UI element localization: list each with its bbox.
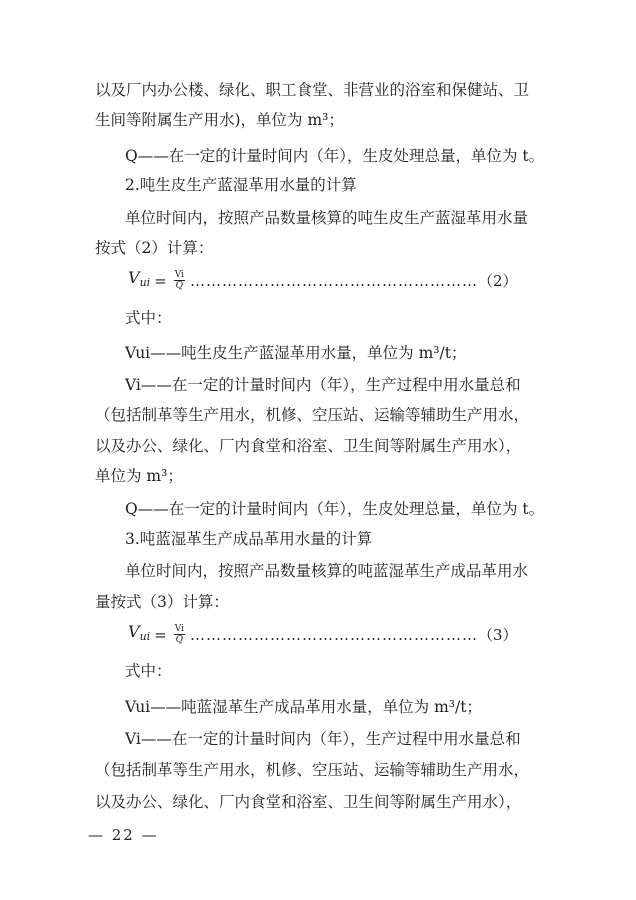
text-line-9: Vi——在一定的计量时间内（年），生产过程中用水量总和 [125, 376, 521, 394]
text-line-17: 式中： [125, 662, 172, 680]
text-line-12: 单位为 m³； [95, 467, 183, 485]
eq3-tag: （3） [477, 625, 518, 644]
page-number: — 22 — [88, 826, 159, 844]
text-line-21: 以及办公、绿化、厂内食堂和浴室、卫生间等附属生产用水）， [95, 793, 522, 811]
eq3-dots: ……………………………………………… [189, 625, 478, 644]
text-line-15: 单位时间内，按照产品数量核算的吨蓝湿革生产成品革用水 [125, 562, 529, 580]
text-line-18: Vui——吨蓝湿革生产成品革用水量，单位为 m³/t； [125, 698, 482, 716]
text-line-1: 以及厂内办公楼、绿化、职工食堂、非营业的浴室和保健站、卫 [95, 81, 530, 99]
text-line-6: 按式（2）计算： [95, 239, 214, 257]
text-line-16: 量按式（3）计算： [95, 593, 229, 611]
text-line-7: 式中： [125, 309, 172, 327]
eq2-equals: = [154, 271, 167, 290]
section-heading-2: 2.吨生皮生产蓝湿革用水量的计算 [125, 176, 357, 194]
text-line-13: Q——在一定的计量时间内（年），生皮处理总量，单位为 t。 [125, 500, 545, 518]
text-line-8: Vui——吨生皮生产蓝湿革用水量，单位为 m³/t； [125, 344, 467, 362]
eq3-equals: = [154, 625, 167, 644]
section-heading-3: 3.吨蓝湿革生产成品革用水量的计算 [125, 530, 373, 548]
text-line-19: Vi——在一定的计量时间内（年），生产过程中用水量总和 [125, 730, 521, 748]
eq2-lhs: $V_{ui}$ [128, 268, 151, 289]
text-line-3: Q——在一定的计量时间内（年），生皮处理总量，单位为 t。 [125, 147, 545, 165]
text-line-2: 生间等附属生产用水)，单位为 m³； [95, 111, 344, 129]
eq2-fraction: $\frac{Vi}{Q}$ [174, 270, 184, 291]
equation-2 [128, 268, 528, 293]
text-line-10: （包括制革等生产用水，机修、空压站、运输等辅助生产用水， [95, 406, 530, 424]
eq3-fraction: $\frac{Vi}{Q}$ [174, 624, 184, 645]
eq3-lhs: $V_{ui}$ [128, 622, 151, 643]
equation-3 [128, 622, 528, 647]
text-line-11: 以及办公、绿化、厂内食堂和浴室、卫生间等附属生产用水）， [95, 437, 522, 455]
text-line-20: （包括制革等生产用水，机修、空压站、运输等辅助生产用水， [95, 761, 530, 779]
eq2-tag: （2） [477, 271, 518, 290]
text-line-5: 单位时间内，按照产品数量核算的吨生皮生产蓝湿革用水量 [125, 209, 529, 227]
eq2-dots: ……………………………………………… [189, 271, 478, 290]
